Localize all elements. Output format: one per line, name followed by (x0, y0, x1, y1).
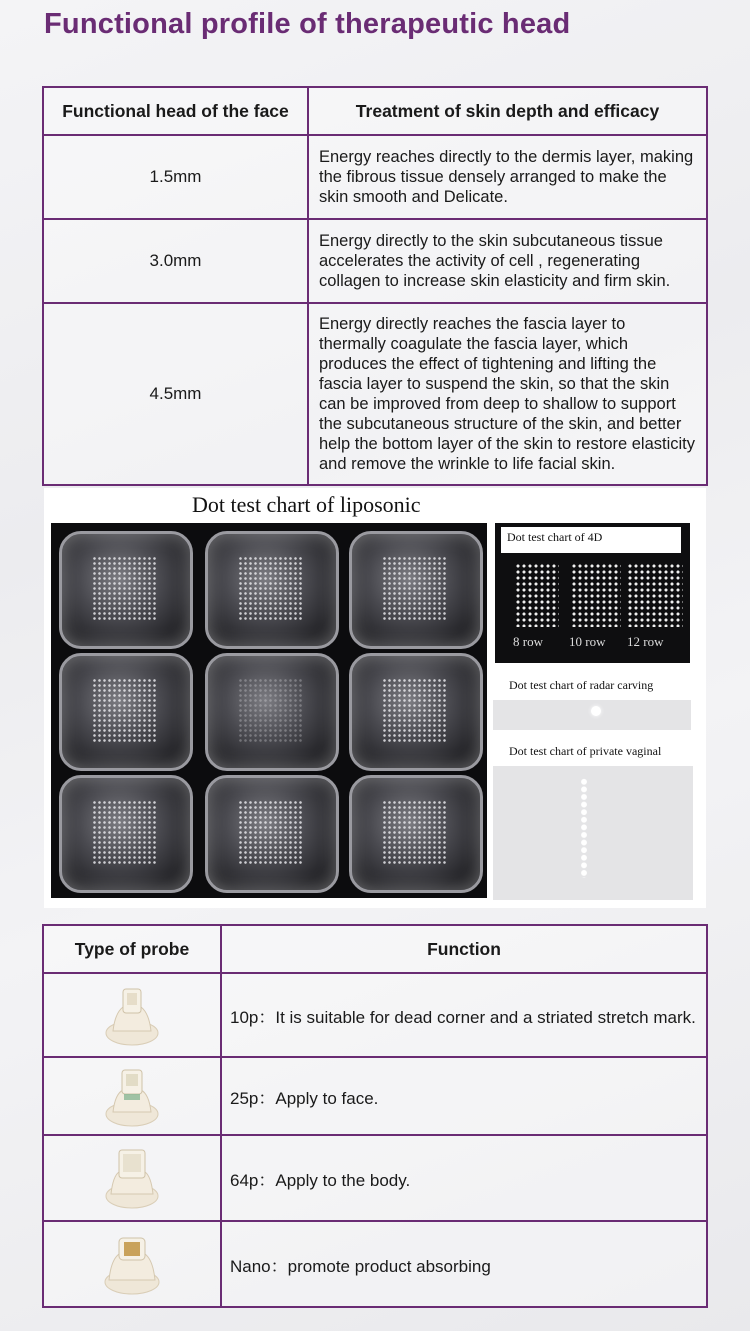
table-row (43, 135, 707, 219)
tray-cell (59, 775, 193, 893)
dot-group-12 (627, 563, 683, 627)
dot-chart-4d (495, 523, 690, 663)
liposonic-tray-image (51, 523, 487, 898)
table-row (43, 303, 707, 485)
probe-cell (43, 1135, 221, 1221)
probe-cell (43, 1057, 221, 1135)
photo-title: Dot test chart of liposonic (192, 492, 421, 517)
probe-function: 10p：It is suitable for dead corner and a striated stretch mark. (221, 973, 707, 1057)
probe-function: Nano：promote product absorbing (221, 1221, 707, 1307)
tray-cell (205, 531, 339, 649)
vaginal-dot-line (580, 778, 588, 878)
header-functional-head: Functional head of the face (43, 87, 308, 135)
chart-4d-label: Dot test chart of 4D (501, 527, 681, 553)
tray-cell (205, 653, 339, 771)
probe-function: 64p：Apply to the body. (221, 1135, 707, 1221)
table-row (43, 1057, 707, 1135)
probe-10p-icon (101, 983, 163, 1047)
table-row (43, 1221, 707, 1307)
efficacy-cell: Energy reaches directly to the dermis layer, making the fibrous tissue densely arranged to make the skin smooth and Delicate. (308, 135, 707, 219)
tray-cell (59, 531, 193, 649)
header-probe-type: Type of probe (43, 925, 221, 973)
vaginal-label: Dot test chart of private vaginal (493, 738, 693, 766)
probe-64p-icon (101, 1146, 163, 1210)
dot-group-10 (571, 563, 621, 627)
row-label-8: 8 row (513, 634, 543, 649)
probe-25p-icon (101, 1064, 163, 1128)
header-treatment: Treatment of skin depth and efficacy (308, 87, 707, 135)
head-profile-table (42, 86, 708, 486)
depth-cell: 3.0mm (43, 219, 308, 303)
dot-group-8 (515, 563, 559, 627)
probe-table (42, 924, 708, 1308)
row-label-10: 10 row (569, 634, 606, 649)
tray-cell (205, 775, 339, 893)
table-row (43, 1135, 707, 1221)
probe-cell (43, 1221, 221, 1307)
dot-chart-radar (493, 672, 691, 730)
radar-dot (591, 706, 601, 716)
dot-chart-vaginal (493, 738, 693, 900)
efficacy-cell: Energy directly reaches the fascia layer to thermally coagulate the fascia layer, which produces the effect of tightening and lifting the fascia layer to suspend the skin, so that the skin can be improved from deep to shallow to support the subcutaneous structure of the skin, and better help the bottom layer of the skin to restore elasticity and remove the wrinkle to life facial skin. (308, 303, 707, 485)
table-header-row (43, 87, 707, 135)
tray-cell (349, 531, 483, 649)
dot-test-photo (44, 488, 706, 908)
tray-cell (349, 653, 483, 771)
table-header-row (43, 925, 707, 973)
depth-cell: 4.5mm (43, 303, 308, 485)
radar-label: Dot test chart of radar carving (493, 672, 691, 700)
header-function: Function (221, 925, 707, 973)
probe-nano-icon (101, 1232, 163, 1296)
row-label-12: 12 row (627, 634, 664, 649)
efficacy-cell: Energy directly to the skin subcutaneous tissue accelerates the activity of cell , regenerating collagen to increase skin elasticity and firm skin. (308, 219, 707, 303)
tray-cell (59, 653, 193, 771)
probe-cell (43, 973, 221, 1057)
page-title: Functional profile of therapeutic head (44, 8, 571, 40)
depth-cell: 1.5mm (43, 135, 308, 219)
probe-function: 25p：Apply to face. (221, 1057, 707, 1135)
table-row (43, 973, 707, 1057)
table-row (43, 219, 707, 303)
tray-cell (349, 775, 483, 893)
